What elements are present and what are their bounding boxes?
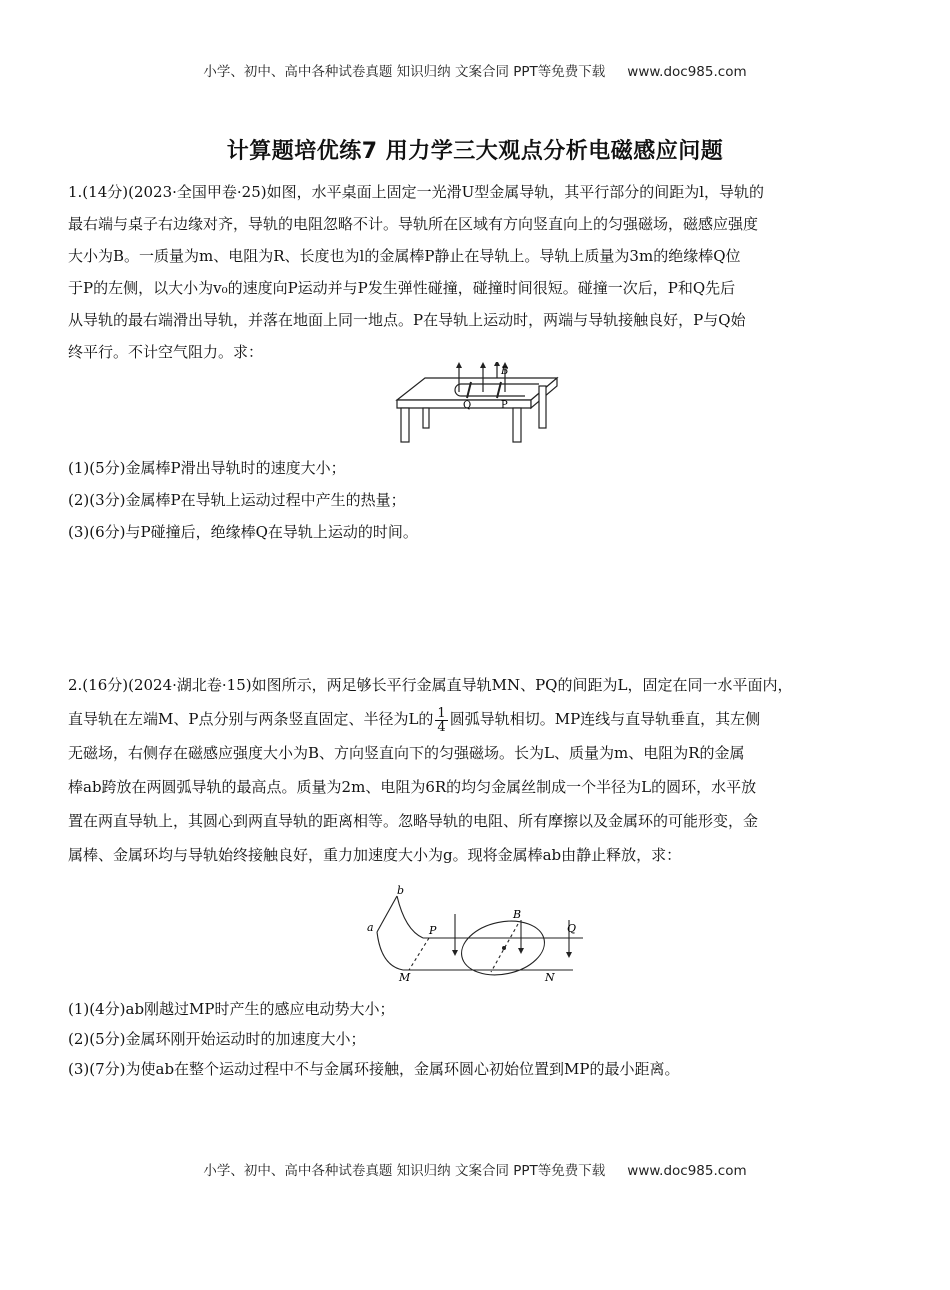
page-title: 计算题培优练7 用力学三大观点分析电磁感应问题 [226,139,724,164]
fig1-label-q: Q [463,400,472,411]
fig2-label-m: M [399,971,411,984]
page-header [0,60,950,80]
header-text: 小学、初中、高中各种试卷真题 知识归纳 文案合同 PPT等免费下载 [203,64,606,80]
q2-sub-1: (1)(4分)ab刚越过MP时产生的感应电动势大小； [68,1000,395,1018]
q2-line-5: 置在两直导轨上，其圆心到两直导轨的距离相等。忽略导轨的电阻、所有摩擦以及金属环的可能形变，金 [68,812,759,830]
table-rail-figure [389,362,563,444]
q1-sub-1: (1)(5分)金属棒P滑出导轨时的速度大小； [68,459,346,477]
fraction-numerator: 1 [437,705,446,721]
q2-sub-2: (2)(5分)金属环刚开始运动时的加速度大小； [68,1030,366,1048]
fig2-label-field-b: B [513,908,522,921]
page-footer [0,1159,950,1179]
q1-line-5: 从导轨的最右端滑出导轨，并落在地面上同一地点。P在导轨上运动时，两端与导轨接触良好，P与Q始 [68,311,746,329]
q1-sub-3: (3)(6分)与P碰撞后，绝缘棒Q在导轨上运动的时间。 [68,523,418,541]
question-2-subquestions [68,994,883,1084]
question-2-stem [68,668,883,872]
q2-line-2a: 直导轨在左端M、P点分别与两条竖直固定、半径为L的 [68,710,434,728]
q1-line-1: 1.(14分)(2023·全国甲卷·25)如图，水平桌面上固定一光滑U型金属导轨，其平行部分的间距为l，导轨的 [68,183,765,201]
fraction-denominator: 4 [437,719,446,735]
quarter-fraction [435,707,447,734]
fig2-label-b: b [397,884,405,897]
q1-line-4: 于P的左侧，以大小为v₀的速度向P运动并与P发生弹性碰撞，碰撞时间很短。碰撞一次后，P和Q先后 [68,279,736,297]
footer-url[interactable]: www.doc985.com [627,1163,747,1179]
q2-line-4: 棒ab跨放在两圆弧导轨的最高点。质量为2m、电阻为6R的均匀金属丝制成一个半径为L的圆环，水平放 [68,778,757,796]
q1-line-2: 最右端与桌子右边缘对齐，导轨的电阻忽略不计。导轨所在区域有方向竖直向上的匀强磁场，磁感应强度 [68,215,759,233]
fig2-label-p: P [429,924,437,937]
fig2-label-n: N [545,971,555,984]
fig1-label-p: P [501,400,508,411]
header-url[interactable]: www.doc985.com [627,64,747,80]
fig2-label-a: a [367,921,374,934]
fig1-label-b: B [501,366,509,377]
q2-line-1: 2.(16分)(2024·湖北卷·15)如图所示，两足够长平行金属直导轨MN、PQ的间距为L，固定在同一水平面内， [68,676,793,694]
q1-line-6: 终平行。不计空气阻力。求： [68,343,264,361]
q2-line-2 [68,702,883,736]
question-1-stem [68,176,883,368]
q1-line-3: 大小为B。一质量为m、电阻为R、长度也为l的金属棒P静止在导轨上。导轨上质量为3m的绝缘棒Q位 [68,247,741,265]
q1-sub-2: (2)(3分)金属棒P在导轨上运动过程中产生的热量； [68,491,406,509]
arc-rail-ring-figure [363,884,587,984]
question-1-subquestions [68,452,883,548]
footer-text: 小学、初中、高中各种试卷真题 知识归纳 文案合同 PPT等免费下载 [203,1163,606,1179]
q2-line-3: 无磁场，右侧存在磁感应强度大小为B、方向竖直向下的匀强磁场。长为L、质量为m、电阻为R的金属 [68,744,745,762]
q2-sub-3: (3)(7分)为使ab在整个运动过程中不与金属环接触，金属环圆心初始位置到MP的最小距离。 [68,1060,680,1078]
q2-line-2b: 圆弧导轨相切。MP连线与直导轨垂直，其左侧 [449,710,761,728]
q2-line-6: 属棒、金属环均与导轨始终接触良好，重力加速度大小为g。现将金属棒ab由静止释放，求： [68,846,682,864]
fig2-label-q: Q [567,922,577,935]
